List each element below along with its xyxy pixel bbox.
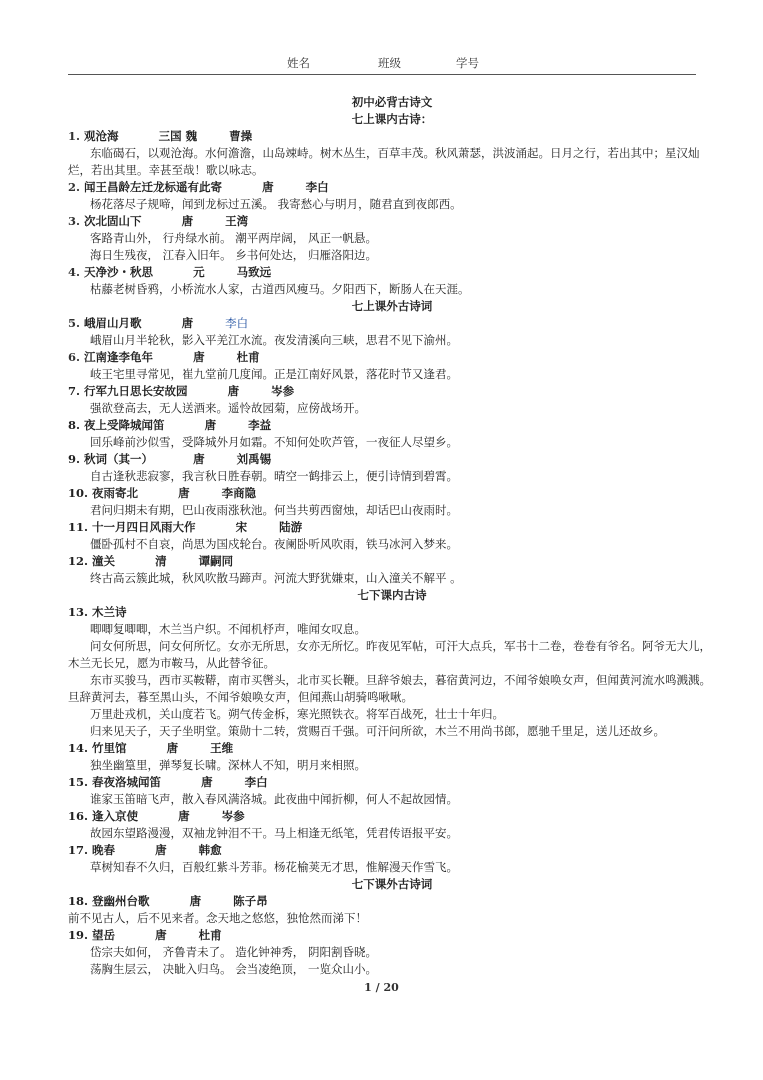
poem-title: 闻王昌龄左迁龙标遥有此寄 (84, 180, 223, 194)
poem-line: 杨花落尽子规啼，闻到龙标过五溪。 我寄愁心与明月，随君直到夜郎西。 (90, 197, 462, 211)
page-number: 1 / 20 (364, 981, 399, 994)
section-heading-2: 七上课外古诗词 (351, 299, 433, 313)
poem-heading (68, 179, 716, 196)
poem-line: 东市买骏马，西市买鞍鞯，南市买辔头，北市买长鞭。旦辞爷娘去，暮宿黄河边，不闻爷娘唤女声，但闻黄河流水鸣溅溅。旦辞黄河去，暮至黑山头，不闻爷娘唤女声，但闻燕山胡骑鸣啾啾。 (68, 673, 711, 704)
poem-entry (68, 842, 716, 876)
poem-entry (68, 179, 716, 213)
section-heading-4: 七下课外古诗词 (351, 877, 433, 891)
poem-line: 回乐峰前沙似雪，受降城外月如霜。不知何处吹芦管，一夜征人尽望乡。 (90, 435, 458, 449)
poem-line: 自古逢秋悲寂寥，我言秋日胜春朝。晴空一鹤排云上，便引诗情到碧霄。 (90, 469, 458, 483)
section-heading-1: 七上课内古诗： (351, 112, 433, 126)
poem-dynasty: 唐 (193, 350, 205, 364)
poem-number: 7. (68, 384, 81, 398)
poem-number: 12. (68, 554, 89, 568)
poem-line: 万里赴戎机，关山度若飞。朔气传金柝，寒光照铁衣。将军百战死，壮士十年归。 (90, 707, 504, 721)
poem-author: 李益 (248, 418, 272, 432)
poem-heading (68, 128, 716, 145)
poem-author: 王湾 (225, 214, 249, 228)
poem-entry (68, 604, 716, 740)
poem-line: 独坐幽篁里，弹琴复长啸。深林人不知，明月来相照。 (90, 758, 366, 772)
poem-line: 东临碣石，以观沧海。水何澹澹，山岛竦峙。树木丛生，百草丰茂。秋风萧瑟，洪波涌起。日月之行，若出其中；星汉灿烂，若出其里。幸甚至哉！歌以咏志。 (68, 146, 700, 177)
poem-author: 李白 (225, 316, 249, 330)
poem-author: 王维 (210, 741, 234, 755)
header-divider (68, 74, 696, 75)
poem-author: 刘禹锡 (236, 452, 272, 466)
poem-heading (68, 740, 716, 757)
poem-heading (68, 774, 716, 791)
poem-entry (68, 553, 716, 587)
poem-author: 李白 (305, 180, 329, 194)
poem-entry (68, 485, 716, 519)
poem-group-2 (68, 315, 716, 587)
document-title: 初中必背古诗文 (351, 95, 433, 109)
poem-number: 5. (68, 316, 81, 330)
poem-heading (68, 485, 716, 502)
class-label: 班级 (378, 56, 401, 70)
poem-line: 荡胸生层云， 决眦入归鸟。 会当凌绝顶， 一览众山小。 (90, 962, 377, 976)
poem-author: 李白 (244, 775, 268, 789)
poem-author: 岑参 (221, 809, 245, 823)
poem-heading (68, 417, 716, 434)
poem-author: 杜甫 (236, 350, 260, 364)
poem-dynasty: 清 (155, 554, 167, 568)
poem-entry (68, 927, 716, 978)
poem-author: 谭嗣同 (198, 554, 234, 568)
poem-dynasty: 唐 (189, 894, 202, 908)
poem-title: 望岳 (92, 928, 116, 942)
poem-entry (68, 213, 716, 264)
poem-author: 马致远 (236, 265, 272, 279)
poem-title: 次北固山下 (84, 214, 142, 228)
poem-title: 登幽州台歌 (92, 894, 150, 908)
poem-heading (68, 315, 716, 332)
poem-entry (68, 264, 716, 298)
poem-heading (68, 451, 716, 468)
poem-number: 9. (68, 452, 81, 466)
poem-entry (68, 315, 716, 349)
poem-number: 17. (68, 843, 89, 857)
poem-dynasty: 唐 (262, 180, 274, 194)
poem-number: 18. (68, 894, 89, 908)
poem-entry (68, 451, 716, 485)
poem-title: 夜上受降城闻笛 (84, 418, 165, 432)
poem-heading (68, 842, 716, 859)
poem-line: 枯藤老树昏鸦，小桥流水人家，古道西风瘦马。夕阳西下，断肠人在天涯。 (90, 282, 470, 296)
poem-line: 归来见天子，天子坐明堂。策勋十二转，赏赐百千强。可汗问所欲，木兰不用尚书郎，愿驰千里足，送儿还故乡。 (90, 724, 665, 738)
poem-line: 问女何所思，问女何所忆。女亦无所思，女亦无所忆。昨夜见军帖，可汗大点兵，军书十二卷，卷卷有爷名。阿爷无大儿，木兰无长兄，愿为市鞍马，从此替爷征。 (68, 639, 711, 670)
poem-dynasty: 唐 (155, 928, 167, 942)
poem-heading (68, 553, 716, 570)
poem-title: 观沧海 (84, 129, 119, 143)
poem-dynasty: 宋 (235, 520, 248, 534)
poem-dynasty: 唐 (193, 452, 205, 466)
poem-title: 春夜洛城闻笛 (92, 775, 162, 789)
poem-number: 19. (68, 928, 89, 942)
poem-author: 韩愈 (198, 843, 222, 857)
poem-group-4 (68, 893, 716, 978)
poem-heading (68, 213, 716, 230)
poem-title: 潼关 (92, 554, 116, 568)
poem-heading (68, 383, 716, 400)
student-id-label: 学号 (456, 56, 479, 70)
poem-number: 16. (68, 809, 89, 823)
poem-title: 天净沙・秋思 (84, 265, 154, 279)
poem-title: 逢入京使 (92, 809, 139, 823)
poem-line: 客路青山外， 行舟绿水前。 潮平两岸阔， 风正一帆悬。 (90, 231, 377, 245)
poem-dynasty: 唐 (227, 384, 240, 398)
poem-line: 谁家玉笛暗飞声，散入春风满洛城。此夜曲中闻折柳，何人不起故园情。 (90, 792, 458, 806)
poem-number: 2. (68, 180, 81, 194)
poem-heading (68, 349, 716, 366)
poem-title: 竹里馆 (92, 741, 127, 755)
poem-title: 行军九日思长安故园 (84, 384, 188, 398)
poem-heading (68, 893, 716, 910)
poem-entry (68, 417, 716, 451)
poem-line: 强欲登高去，无人送酒来。遥怜故园菊，应傍战场开。 (90, 401, 366, 415)
document-body (68, 94, 716, 978)
poem-author: 李商隐 (221, 486, 257, 500)
poem-line: 海日生残夜， 江春入旧年。 乡书何处达， 归雁洛阳边。 (90, 248, 377, 262)
poem-line: 岐王宅里寻常见，崔九堂前几度闻。正是江南好风景，落花时节又逢君。 (90, 367, 458, 381)
poem-heading (68, 927, 716, 944)
poem-line: 君问归期未有期，巴山夜雨涨秋池。何当共剪西窗烛，却话巴山夜雨时。 (90, 503, 458, 517)
poem-author: 陆游 (279, 520, 303, 534)
poem-number: 13. (68, 605, 89, 619)
poem-line: 唧唧复唧唧，木兰当户织。不闻机杼声，唯闻女叹息。 (90, 622, 366, 636)
page-header (0, 55, 763, 71)
poem-entry (68, 740, 716, 774)
poem-title: 夜雨寄北 (92, 486, 139, 500)
poem-dynasty: 唐 (178, 809, 190, 823)
poem-entry (68, 893, 716, 927)
poem-author: 陈子昂 (233, 894, 268, 908)
poem-title: 十一月四日风雨大作 (92, 520, 196, 534)
poem-number: 10. (68, 486, 89, 500)
poem-heading (68, 604, 716, 621)
poem-dynasty: 三国 魏 (158, 129, 198, 143)
poem-line: 僵卧孤村不自哀，尚思为国戍轮台。夜阑卧听风吹雨，铁马冰河入梦来。 (90, 537, 458, 551)
poem-title: 秋词（其一） (84, 452, 154, 466)
poem-dynasty: 唐 (181, 214, 194, 228)
poem-author: 曹操 (229, 129, 253, 143)
poem-group-3 (68, 604, 716, 876)
poem-author: 杜甫 (198, 928, 222, 942)
poem-line: 故园东望路漫漫，双袖龙钟泪不干。马上相逢无纸笔，凭君传语报平安。 (90, 826, 458, 840)
poem-line: 草树知春不久归，百般红紫斗芳菲。杨花榆荚无才思，惟解漫天作雪飞。 (90, 860, 458, 874)
poem-entry (68, 128, 716, 179)
poem-entry (68, 349, 716, 383)
poem-dynasty: 唐 (166, 741, 179, 755)
poem-dynasty: 唐 (204, 418, 217, 432)
poem-line: 前不见古人，后不见来者。念天地之悠悠，独怆然而涕下！ (68, 911, 367, 925)
poem-entry (68, 808, 716, 842)
poem-entry (68, 383, 716, 417)
poem-heading (68, 519, 716, 536)
poem-dynasty: 唐 (201, 775, 213, 789)
poem-entry (68, 519, 716, 553)
poem-heading (68, 808, 716, 825)
poem-title: 晚春 (92, 843, 116, 857)
poem-line: 岱宗夫如何， 齐鲁青未了。 造化钟神秀， 阴阳割昏晓。 (90, 945, 377, 959)
poem-number: 1. (68, 129, 81, 143)
poem-number: 6. (68, 350, 81, 364)
poem-number: 3. (68, 214, 81, 228)
poem-entry (68, 774, 716, 808)
poem-number: 15. (68, 775, 89, 789)
poem-number: 4. (68, 265, 81, 279)
poem-number: 14. (68, 741, 89, 755)
poem-line: 峨眉山月半轮秋，影入平羌江水流。夜发清溪向三峡，思君不见下渝州。 (90, 333, 458, 347)
name-label: 姓名 (287, 56, 310, 70)
poem-heading (68, 264, 716, 281)
poem-dynasty: 唐 (181, 316, 194, 330)
poem-title: 木兰诗 (92, 605, 127, 619)
poem-dynasty: 唐 (178, 486, 190, 500)
poem-dynasty: 元 (193, 265, 205, 279)
poem-title: 江南逢李龟年 (84, 350, 154, 364)
poem-title: 峨眉山月歌 (84, 316, 142, 330)
poem-line: 终古高云簇此城，秋风吹散马蹄声。河流大野犹嫌束，山入潼关不解平 。 (90, 571, 462, 585)
poem-number: 8. (68, 418, 81, 432)
poem-group-1 (68, 128, 716, 298)
section-heading-3: 七下课内古诗 (357, 588, 427, 602)
poem-dynasty: 唐 (155, 843, 167, 857)
poem-number: 11. (68, 520, 89, 534)
poem-author: 岑参 (271, 384, 295, 398)
